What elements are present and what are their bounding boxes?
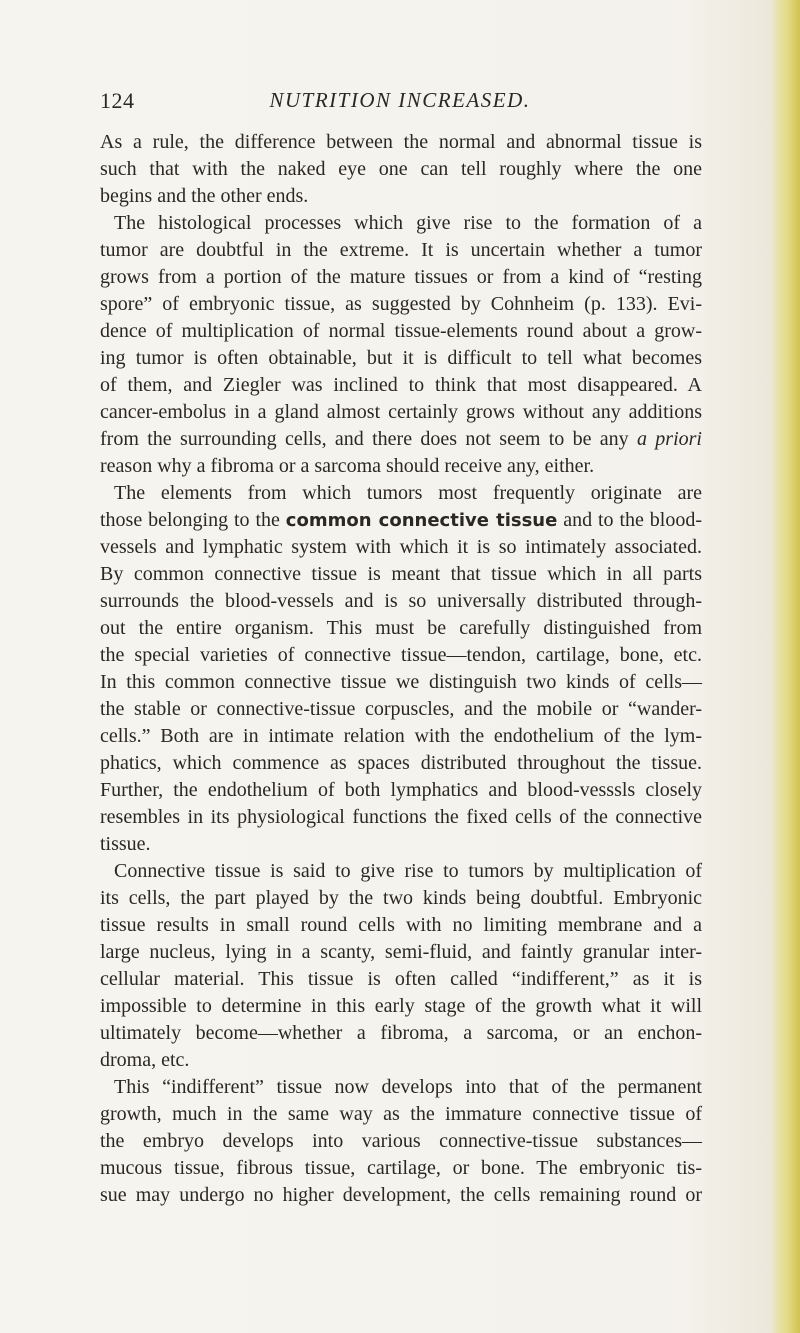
- text-line: surrounds the blood-vessels and is so universally distributed through-: [100, 590, 702, 612]
- text-line: cancer-embolus in a gland almost certainly grows without any additions: [100, 401, 702, 423]
- text-segment: The elements from which tumors most frequently originate are: [114, 482, 702, 504]
- text-line: the special varieties of connective tissue—tendon, cartilage, bone, etc.: [100, 644, 702, 666]
- text-line: sue may undergo no higher development, the cells remaining round or: [100, 1184, 702, 1206]
- text-line: growth, much in the same way as the immature connective tissue of: [100, 1103, 702, 1125]
- text-line: of them, and Ziegler was inclined to think that most disappeared. A: [100, 374, 702, 396]
- emphasized-term: common connective tissue: [285, 510, 558, 531]
- text-line: spore” of embryonic tissue, as suggested by Cohnheim (p. 133). Evi-: [100, 293, 702, 315]
- text-line: impossible to determine in this early stage of the growth what it will: [100, 995, 702, 1017]
- text-line: cells.” Both are in intimate relation with the endothelium of the lym-: [100, 725, 702, 747]
- body-text: [100, 129, 702, 1209]
- text-line: [100, 426, 702, 453]
- page-header: [100, 88, 700, 118]
- text-line: tissue results in small round cells with no limiting membrane and a: [100, 914, 702, 936]
- text-line: ultimately become—whether a fibroma, a sarcoma, or an enchon-: [100, 1022, 702, 1044]
- text-line: large nucleus, lying in a scanty, semi-fluid, and faintly granular inter-: [100, 941, 702, 963]
- text-line: The histological processes which give rise to the formation of a: [114, 212, 702, 234]
- text-segment: from the surrounding cells, and there does not seem to be any: [100, 428, 637, 450]
- text-line: out the entire organism. This must be carefully distinguished from: [100, 617, 702, 639]
- text-line: reason why a fibroma or a sarcoma should receive any, either.: [100, 455, 595, 477]
- text-line: In this common connective tissue we distinguish two kinds of cells—: [100, 671, 702, 693]
- text-line: [100, 480, 702, 507]
- text-segment: and to the blood-: [557, 509, 702, 531]
- text-line: droma, etc.: [100, 1049, 190, 1071]
- text-line: such that with the naked eye one can tell roughly where the one: [100, 158, 702, 180]
- text-line: the stable or connective-tissue corpuscles, and the mobile or “wander-: [100, 698, 702, 720]
- text-line: cellular material. This tissue is often called “indifferent,” as it is: [100, 968, 702, 990]
- text-segment: those belonging to the: [100, 509, 286, 531]
- text-line: dence of multiplication of normal tissue-elements round about a grow-: [100, 320, 702, 342]
- text-line: the embryo develops into various connective-tissue substances—: [100, 1130, 702, 1152]
- page-edge: [772, 0, 800, 1333]
- italic-term: a priori: [636, 428, 702, 450]
- text-line: As a rule, the difference between the normal and abnormal tissue is: [100, 131, 702, 153]
- text-line: Connective tissue is said to give rise to tumors by multiplication of: [114, 860, 702, 882]
- text-line: its cells, the part played by the two kinds being doubtful. Embryonic: [100, 887, 702, 909]
- running-head: NUTRITION INCREASED.: [269, 88, 531, 112]
- page-number: 124: [100, 88, 135, 113]
- text-line: ing tumor is often obtainable, but it is difficult to tell what becomes: [100, 347, 702, 369]
- text-line: [100, 507, 702, 534]
- text-line: grows from a portion of the mature tissues or from a kind of “resting: [100, 266, 702, 288]
- text-line: mucous tissue, fibrous tissue, cartilage, or bone. The embryonic tis-: [100, 1157, 702, 1179]
- text-line: vessels and lymphatic system with which it is so intimately associated.: [100, 536, 702, 558]
- text-line: Further, the endothelium of both lymphatics and blood-vesssls closely: [100, 779, 702, 801]
- text-line: By common connective tissue is meant that tissue which in all parts: [100, 563, 702, 585]
- text-line: tumor are doubtful in the extreme. It is uncertain whether a tumor: [100, 239, 702, 261]
- text-line: begins and the other ends.: [100, 185, 309, 207]
- text-line: resembles in its physiological functions the fixed cells of the connective: [100, 806, 702, 828]
- text-line: tissue.: [100, 833, 151, 855]
- text-line: phatics, which commence as spaces distributed throughout the tissue.: [100, 752, 702, 774]
- text-line: This “indifferent” tissue now develops into that of the permanent: [114, 1076, 702, 1098]
